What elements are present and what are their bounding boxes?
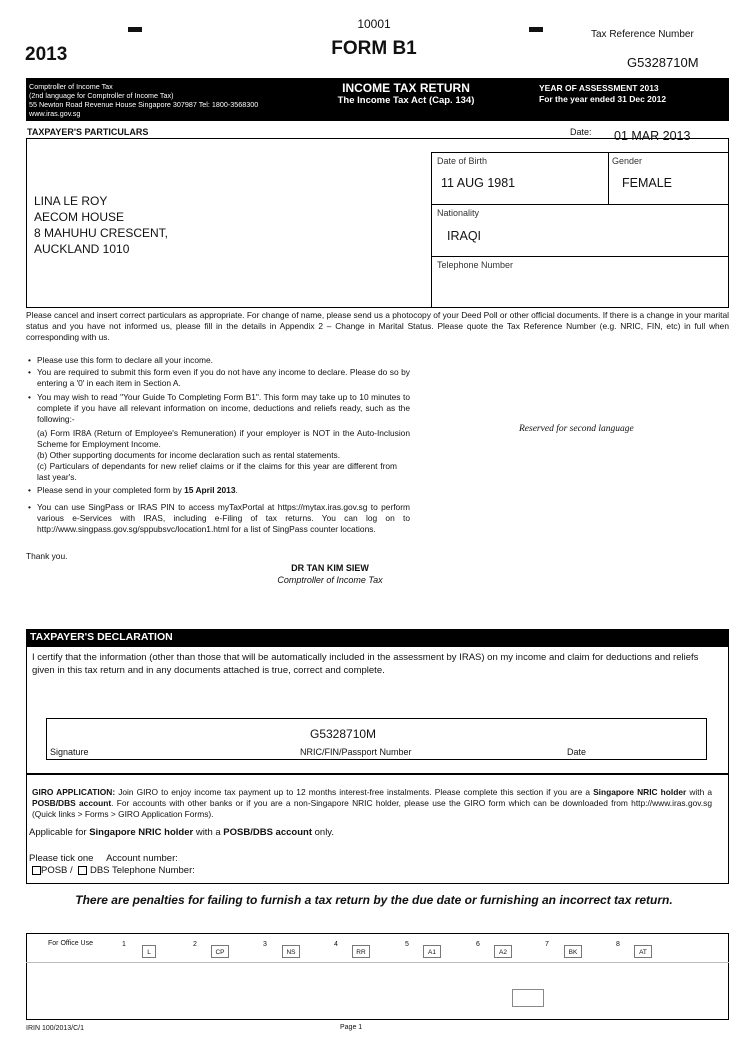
form-code: IRIN 100/2013/C/1 <box>26 1025 84 1032</box>
office-use-label: For Office Use <box>48 940 93 947</box>
dbs-label: DBS <box>89 865 110 876</box>
comptroller-address: Comptroller of Income Tax (2nd language for Comptroller of Income Tax) 55 Newton Road Revenue House Singapore 307987 Tel: 1800-3568300 www.iras.gov.sg <box>29 82 259 118</box>
account-number-field[interactable] <box>205 851 405 863</box>
declaration-date-field[interactable] <box>567 720 705 758</box>
office-cell: RR <box>352 945 370 958</box>
nationality-label: Nationality <box>437 208 480 218</box>
instruction-subitem: (c) Particulars of dependants for new relief claims or if the claims for this year are different from last year's. <box>37 461 397 482</box>
office-cell-number: 6 <box>476 941 480 948</box>
taxpayer-address: LINA LE ROY AECOM HOUSE 8 MAHUHU CRESCENT, AUCKLAND 1010 <box>34 194 169 256</box>
date-label: Date: <box>570 127 592 137</box>
giro-applicable: Applicable for Singapore NRIC holder with a POSB/DBS account only. <box>29 827 334 838</box>
office-cell: A2 <box>494 945 512 958</box>
office-cell-number: 4 <box>334 941 338 948</box>
dob-label: Date of Birth <box>437 156 488 166</box>
office-stamp-box <box>512 989 544 1007</box>
signatory-name: DR TAN KIM SIEW <box>291 563 369 573</box>
office-cell: A1 <box>423 945 441 958</box>
signatory-title: Comptroller of Income Tax <box>277 575 383 585</box>
office-cell-number: 3 <box>263 941 267 948</box>
nric-label: NRIC/FIN/Passport Number <box>300 747 412 757</box>
giro-tick-row: Please tick one Account number: <box>29 853 178 864</box>
office-cell: AT <box>634 945 652 958</box>
declaration-date-label: Date <box>567 747 587 757</box>
office-cell: NS <box>282 945 300 958</box>
form-serial: 10001 <box>357 17 391 31</box>
penalty-notice: There are penalties for failing to furnish a tax return by the due date or furnishing an incorrect tax return. <box>75 893 673 907</box>
giro-telephone-label: Telephone Number: <box>111 865 195 876</box>
instruction-item: • Please send in your completed form by 15 April 2013. <box>28 485 238 495</box>
giro-telephone-field[interactable] <box>215 865 415 877</box>
telephone-field[interactable] <box>437 272 725 304</box>
telephone-label: Telephone Number <box>437 260 514 270</box>
nationality-value[interactable]: IRAQI <box>447 229 482 243</box>
office-cell: CP <box>211 945 229 958</box>
declaration-heading: TAXPAYER'S DECLARATION <box>26 629 729 646</box>
office-cell-number: 2 <box>193 941 197 948</box>
instruction-item: • You can use SingPass or IRAS PIN to access myTaxPortal at https://mytax.iras.gov.sg to perform various e-Services with IRAS, including e-Filing of tax returns. You can log on to http://www.singpass.gov.sg/sppubsvc/location1.html for a list of SingPass counter locations. <box>28 502 410 534</box>
thanks-text: Thank you. <box>26 551 68 561</box>
page-number: Page 1 <box>340 1024 363 1031</box>
grid-line <box>431 204 729 205</box>
giro-bank-row <box>32 865 195 876</box>
office-divider <box>26 962 729 963</box>
declaration-text: I certify that the information (other than those that will be automatically included in the assessment by IRAS) on my income and claim for deductions and reliefs given in this tax return and in any documents attached is true, correct and complete. <box>32 652 699 676</box>
grid-line <box>608 152 609 204</box>
posb-checkbox[interactable] <box>32 866 41 875</box>
form-year: 2013 <box>25 44 68 65</box>
particulars-heading: TAXPAYER'S PARTICULARS <box>27 127 149 137</box>
title-bar <box>26 78 729 121</box>
posb-label: POSB / <box>41 865 73 876</box>
assessment-year: YEAR OF ASSESSMENT 2013 For the year ended 31 Dec 2012 <box>539 83 667 104</box>
change-notice: Please cancel and insert correct particulars as appropriate. For change of name, please send us a photocopy of your Deed Poll or other official documents. If there is a change in your marital status and you have not informed us, please fill in the details in Appendix 2 – Change in Marital Status. Please quote the Tax Reference Number (e.g. NRIC, FIN, etc) in full when corresponding with us. <box>26 310 729 342</box>
office-use-box <box>26 933 729 1020</box>
tax-ref-value: G5328710M <box>627 55 699 70</box>
signature-label: Signature <box>50 747 89 757</box>
grid-line <box>431 152 729 153</box>
grid-line <box>431 256 729 257</box>
due-date: 15 April 2013 <box>184 485 236 495</box>
dbs-checkbox[interactable] <box>78 866 87 875</box>
return-title: INCOME TAX RETURN The Income Tax Act (Cap. 134) <box>337 81 475 106</box>
form-title: FORM B1 <box>331 38 417 59</box>
instruction-item: • You are required to submit this form even if you do not have any income to declare. Please do so by entering a '0' in each item in Section A. <box>28 367 410 388</box>
office-cell-number: 7 <box>545 941 549 948</box>
gender-value[interactable]: FEMALE <box>622 176 673 190</box>
office-cell: BK <box>564 945 582 958</box>
giro-description: GIRO APPLICATION: Join GIRO to enjoy income tax payment up to 12 months interest-free instalments. Please complete this section if you are a Singapore NRIC holder with a POSB/DBS account. For accounts with other banks or if you are a non-Singapore NRIC holder, please use the GIRO form which can be downloaded from http://www.iras.gov.sg (Quick links > Forms > GIRO Application Forms). <box>32 787 712 819</box>
date-value[interactable]: 01 MAR 2013 <box>614 129 691 143</box>
instruction-item: • Please use this form to declare all your income. <box>28 355 213 365</box>
office-cell-number: 8 <box>616 941 620 948</box>
instruction-item: • You may wish to read "Your Guide To Completing Form B1". This form may take up to 10 minutes to complete if you have all relevant information on income, deductions and reliefs ready, such as the following:- <box>28 392 410 424</box>
tax-ref-label: Tax Reference Number <box>591 29 694 40</box>
instruction-subitem: (b) Other supporting documents for income declaration such as rental statements. <box>37 450 341 460</box>
office-cell-number: 1 <box>122 941 126 948</box>
nric-value[interactable]: G5328710M <box>310 727 377 741</box>
office-cell-number: 5 <box>405 941 409 948</box>
instruction-subitem: (a) Form IR8A (Return of Employee's Remuneration) if your employer is NOT in the Auto-Inclusion Scheme for Employment Income. <box>37 428 410 449</box>
reserved-second-language: Reserved for second language <box>519 424 634 434</box>
dob-value[interactable]: 11 AUG 1981 <box>441 176 516 190</box>
gender-label: Gender <box>612 156 643 166</box>
office-cell: L <box>142 945 156 958</box>
